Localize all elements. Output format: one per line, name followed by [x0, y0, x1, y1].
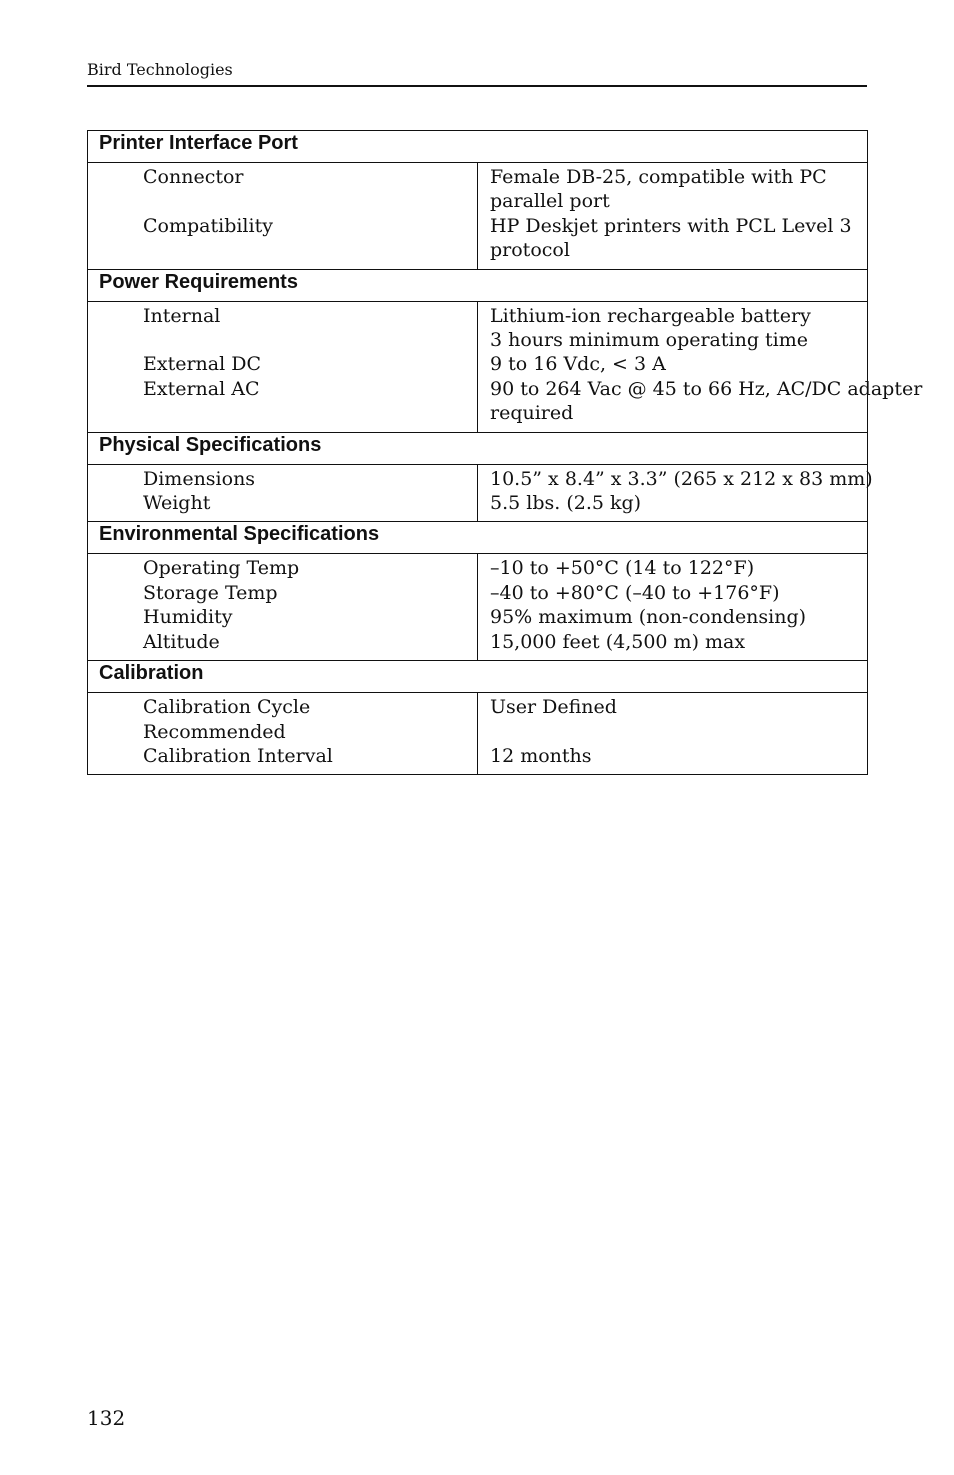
section-title: Power Requirements: [88, 269, 868, 301]
section-title: Calibration: [88, 661, 868, 693]
page-number: 132: [87, 1406, 126, 1430]
spec-label: Calibration Interval: [143, 744, 333, 767]
spec-value: protocol: [490, 239, 570, 262]
spec-label: [143, 401, 477, 425]
section-body-calibration: [88, 693, 868, 775]
spec-label: Dimensions: [143, 467, 256, 490]
spec-label: [143, 238, 477, 262]
spec-value: –10 to +50°C (14 to 122°F): [490, 557, 755, 580]
spec-value: 5.5 lbs. (2.5 kg): [490, 492, 642, 515]
section-body-printer-interface-port: [88, 163, 868, 270]
spec-label: [143, 189, 477, 213]
section-header-printer-interface-port: [88, 131, 868, 163]
value-column: [478, 301, 923, 432]
spec-label: Weight: [143, 492, 211, 515]
spec-value: Lithium-ion rechargeable battery: [490, 304, 811, 327]
value-column: [478, 163, 868, 270]
section-header-environmental-specifications: [88, 522, 868, 554]
header-rule: [87, 85, 867, 87]
spec-value: HP Deskjet printers with PCL Level 3: [490, 214, 852, 237]
spec-value: Female DB-25, compatible with PC: [490, 166, 827, 188]
section-header-calibration: [88, 661, 868, 693]
label-column: [88, 554, 478, 661]
value-column: [478, 554, 868, 661]
spec-label: [143, 328, 477, 352]
spec-label: Compatibility: [143, 214, 273, 237]
section-title: Environmental Specifications: [88, 522, 868, 554]
spec-value: 15,000 feet (4,500 m) max: [490, 630, 746, 653]
running-header: Bird Technologies: [87, 60, 233, 79]
spec-value: parallel port: [490, 190, 610, 213]
spec-label: Connector: [143, 166, 244, 188]
spec-label: External DC: [143, 353, 261, 376]
spec-label: Calibration Cycle: [143, 696, 311, 719]
section-body-physical-specifications: [88, 464, 868, 522]
spec-label: Operating Temp: [143, 557, 300, 580]
label-column: [88, 301, 478, 432]
label-column: [88, 163, 478, 270]
spec-value: 90 to 264 Vac @ 45 to 66 Hz, AC/DC adapter: [490, 377, 923, 400]
section-title: Printer Interface Port: [88, 131, 868, 163]
section-body-environmental-specifications: [88, 554, 868, 661]
spec-value: 10.5” x 8.4” x 3.3” (265 x 212 x 83 mm): [490, 467, 873, 490]
spec-value: 9 to 16 Vdc, < 3 A: [490, 353, 666, 376]
spec-label: Humidity: [143, 606, 233, 629]
value-column: [478, 464, 873, 522]
spec-value: –40 to +80°C (–40 to +176°F): [490, 581, 780, 604]
spec-label: External AC: [143, 377, 260, 400]
section-body-power-requirements: [88, 301, 868, 432]
label-column: [88, 693, 478, 775]
spec-label: Storage Temp: [143, 581, 278, 604]
spec-value: required: [490, 402, 574, 425]
spec-label: Internal: [143, 304, 221, 327]
section-header-physical-specifications: [88, 432, 868, 464]
spec-label: Altitude: [143, 630, 220, 653]
label-column: [88, 464, 478, 522]
section-title: Physical Specifications: [88, 432, 868, 464]
spec-value: 95% maximum (non-condensing): [490, 606, 807, 629]
spec-value: 12 months: [490, 744, 592, 767]
spec-value: [490, 720, 859, 744]
spec-value: 3 hours minimum operating time: [490, 329, 809, 352]
section-header-power-requirements: [88, 269, 868, 301]
spec-label: Recommended: [143, 720, 286, 743]
spec-value: User Defined: [490, 696, 617, 719]
value-column: [478, 693, 868, 775]
specifications-table: [87, 130, 923, 775]
